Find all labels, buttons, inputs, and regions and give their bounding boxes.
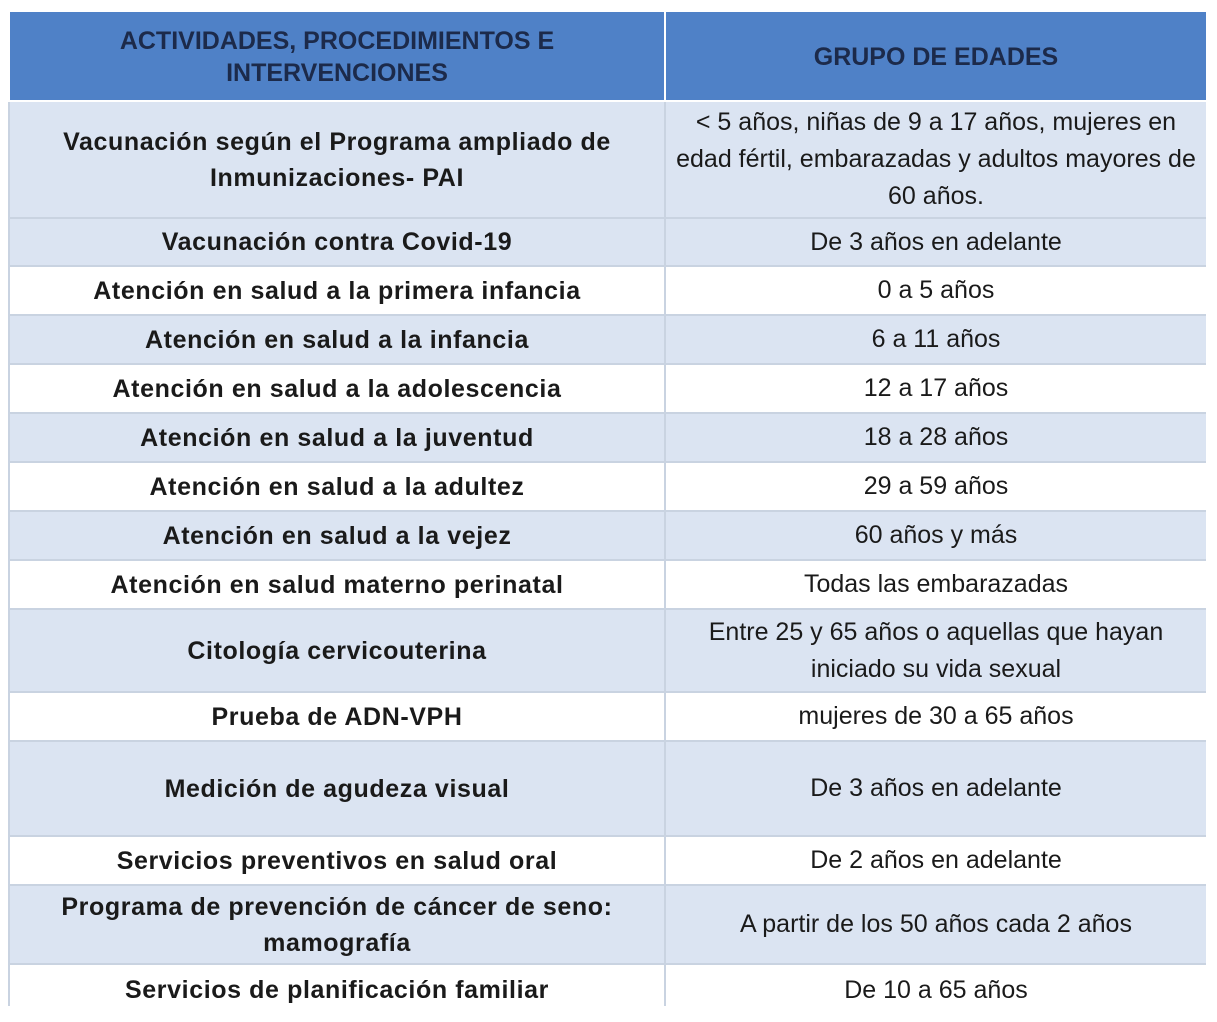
header-age-group: GRUPO DE EDADES <box>665 11 1206 101</box>
activity-cell: Atención en salud a la infancia <box>9 315 665 364</box>
table-row <box>9 462 1206 511</box>
activity-cell: Atención en salud materno perinatal <box>9 560 665 609</box>
table-row <box>9 885 1206 964</box>
age-groups-table <box>8 10 1206 1006</box>
age-cell: De 2 años en adelante <box>665 836 1206 885</box>
age-cell: Todas las embarazadas <box>665 560 1206 609</box>
activity-cell: Atención en salud a la juventud <box>9 413 665 462</box>
activity-cell: Medición de agudeza visual <box>9 741 665 836</box>
activity-cell: Vacunación contra Covid-19 <box>9 218 665 266</box>
table-row <box>9 741 1206 836</box>
table-row <box>9 364 1206 413</box>
table-row <box>9 609 1206 692</box>
activity-cell: Programa de prevención de cáncer de seno: mamografía <box>9 885 665 964</box>
table-row <box>9 560 1206 609</box>
table-row <box>9 692 1206 741</box>
activity-cell: Citología cervicouterina <box>9 609 665 692</box>
table-row <box>9 218 1206 266</box>
table-row <box>9 266 1206 315</box>
age-cell: Entre 25 y 65 años o aquellas que hayan iniciado su vida sexual <box>665 609 1206 692</box>
age-cell: 60 años y más <box>665 511 1206 560</box>
activity-cell: Atención en salud a la adolescencia <box>9 364 665 413</box>
table-frame <box>8 10 1206 1006</box>
activity-cell: Vacunación según el Programa ampliado de Inmunizaciones- PAI <box>9 101 665 218</box>
header-activities: ACTIVIDADES, PROCEDIMIENTOS E INTERVENCIONES <box>9 11 665 101</box>
table-row <box>9 101 1206 218</box>
activity-cell: Atención en salud a la vejez <box>9 511 665 560</box>
age-cell: 6 a 11 años <box>665 315 1206 364</box>
age-cell: De 3 años en adelante <box>665 218 1206 266</box>
age-cell: 0 a 5 años <box>665 266 1206 315</box>
age-cell: < 5 años, niñas de 9 a 17 años, mujeres en edad fértil, embarazadas y adultos mayores de 60 años. <box>665 101 1206 218</box>
activity-cell: Servicios de planificación familiar <box>9 964 665 1006</box>
age-cell: 29 a 59 años <box>665 462 1206 511</box>
table-row <box>9 964 1206 1006</box>
age-cell: A partir de los 50 años cada 2 años <box>665 885 1206 964</box>
table-row <box>9 413 1206 462</box>
table-row <box>9 315 1206 364</box>
age-cell: mujeres de 30 a 65 años <box>665 692 1206 741</box>
activity-cell: Servicios preventivos en salud oral <box>9 836 665 885</box>
age-cell: De 3 años en adelante <box>665 741 1206 836</box>
table-row <box>9 511 1206 560</box>
activity-cell: Atención en salud a la adultez <box>9 462 665 511</box>
activity-cell: Atención en salud a la primera infancia <box>9 266 665 315</box>
age-cell: 12 a 17 años <box>665 364 1206 413</box>
table-row <box>9 836 1206 885</box>
activity-cell: Prueba de ADN-VPH <box>9 692 665 741</box>
age-cell: 18 a 28 años <box>665 413 1206 462</box>
table-header-row <box>9 11 1206 101</box>
age-cell: De 10 a 65 años <box>665 964 1206 1006</box>
